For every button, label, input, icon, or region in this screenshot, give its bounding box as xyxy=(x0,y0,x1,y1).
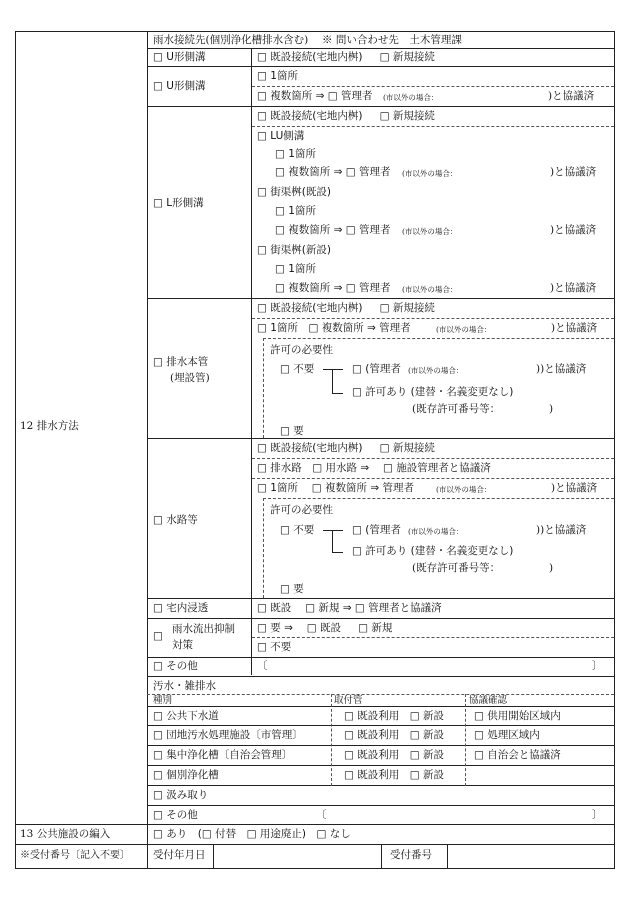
tree-h xyxy=(332,393,343,394)
col-sep-2 xyxy=(251,48,252,675)
vline xyxy=(213,844,214,869)
main-manager-end: ))と協議済 xyxy=(536,363,587,375)
frame-right xyxy=(614,31,615,869)
hline xyxy=(147,618,614,619)
l-lu-one[interactable]: □ 1箇所 xyxy=(275,148,316,160)
sewage-type-individual[interactable]: □ 個別浄化槽 xyxy=(153,769,219,781)
control-sublabel: 対策 xyxy=(172,639,193,651)
rain-other-close: 〕 xyxy=(592,660,603,672)
waterway-permit-yes[interactable]: □ 要 xyxy=(280,583,304,595)
frame-top xyxy=(15,31,615,32)
waterway-label[interactable]: □ 水路等 xyxy=(153,514,198,526)
main-existing-end: ) xyxy=(549,403,554,415)
hline xyxy=(147,765,614,766)
tree-h xyxy=(323,369,343,370)
main-permit-no[interactable]: □ 不要 xyxy=(280,363,315,375)
main-pipe-label[interactable]: □ 排水本管 xyxy=(153,356,209,368)
sewage-type-housing[interactable]: □ 団地汚水処理施設〔市管理〕 xyxy=(153,729,303,741)
u1-connection-options[interactable]: □ 既設接続(宅地内桝) □ 新規接続 xyxy=(257,51,435,63)
waterway-existing-number: (既存許可番号等： xyxy=(412,562,501,574)
sewage-title: 汚水・雑排水 xyxy=(153,680,216,692)
dashed xyxy=(252,637,614,638)
waterway-places-end: )と協議済 xyxy=(551,482,598,494)
infiltration-options[interactable]: □ 既設 □ 新規 ⇒ □ 管理者と協議済 xyxy=(257,602,442,614)
waterway-existing-end: ) xyxy=(549,562,554,574)
dashed xyxy=(252,458,614,459)
rain-header: 雨水接続先(個別浄化槽排水含む) ※ 問い合わせ先 土木管理課 xyxy=(153,34,462,46)
rain-other-label[interactable]: □ その他 xyxy=(153,660,198,672)
sewage-consult-housing[interactable]: □ 処理区域内 xyxy=(474,729,540,741)
hline xyxy=(147,745,614,746)
col-sep-1 xyxy=(147,31,148,869)
sewage-other-label[interactable]: □ その他 xyxy=(153,809,198,821)
sewage-header-consult: 協議確認 xyxy=(469,695,508,706)
hline xyxy=(147,706,614,707)
u2-multi-place[interactable]: □ 複数箇所 ⇒ □ 管理者 xyxy=(257,90,373,102)
sewage-type-central[interactable]: □ 集中浄化槽〔自治会管理〕 xyxy=(153,749,293,761)
main-manager[interactable]: □ (管理者 xyxy=(352,363,401,375)
sewage-type-pumpout[interactable]: □ 汲み取り xyxy=(153,789,209,801)
hline xyxy=(147,48,614,49)
u2-one-place[interactable]: □ 1箇所 xyxy=(257,70,298,82)
dashed xyxy=(263,498,614,499)
main-permit-yes[interactable]: □ 要 xyxy=(280,425,304,437)
l-nw-multi-end: )と協議済 xyxy=(550,282,597,294)
sewage-consult-central[interactable]: □ 自治会と協議済 xyxy=(474,749,561,761)
l-ex-multi-note: (市以外の場合： xyxy=(402,227,458,236)
main-places-note: (市以外の場合： xyxy=(436,325,492,334)
hline xyxy=(147,598,614,599)
receipt-date-label: 受付年月日 xyxy=(153,849,206,861)
waterway-places[interactable]: □ 1箇所 □ 複数箇所 ⇒ 管理者 xyxy=(257,482,415,494)
dashed xyxy=(263,498,264,598)
sewage-pipe-individual[interactable]: □ 既設利用 □ 新設 xyxy=(344,769,445,781)
public-facility-options[interactable]: □ あり (□ 付替 □ 用途廃止) □ なし xyxy=(153,828,351,840)
rain-other-open: 〔 xyxy=(257,660,268,672)
main-permit-title: 許可の必要性 xyxy=(270,344,333,356)
sewage-consult-public[interactable]: □ 供用開始区域内 xyxy=(474,710,561,722)
sewage-header-pipe: 取付管 xyxy=(334,695,363,706)
sewage-header-type: 種別 xyxy=(153,695,173,706)
waterway-places-note: (市以外の場合： xyxy=(436,485,492,494)
tree-h xyxy=(323,530,343,531)
receipt-number-label: 受付番号 xyxy=(390,849,432,861)
hline xyxy=(147,676,614,677)
vline xyxy=(381,844,382,869)
drain-method-label: 12 排水方法 xyxy=(20,420,79,432)
control-required[interactable]: □ 要 ⇒ □ 既設 □ 新規 xyxy=(257,622,393,634)
main-pipe-sublabel: (埋設管) xyxy=(170,372,210,384)
dashed xyxy=(147,694,614,695)
receipt-label: ※受付番号〔記入不要〕 xyxy=(20,850,130,861)
l-ex-one[interactable]: □ 1箇所 xyxy=(275,205,316,217)
main-manager-note: (市以外の場合： xyxy=(408,366,464,375)
dashed xyxy=(252,478,614,479)
l-checkbox-label[interactable]: □ L形側溝 xyxy=(153,197,204,209)
control-checkbox[interactable]: □ xyxy=(153,630,163,642)
l-ex-multi[interactable]: □ 複数箇所 ⇒ □ 管理者 xyxy=(275,224,391,236)
waterway-manager-end: ))と協議済 xyxy=(536,524,587,536)
dashed xyxy=(263,338,614,339)
l-lu-multi-end: )と協議済 xyxy=(550,166,597,178)
sewage-pipe-public[interactable]: □ 既設利用 □ 新設 xyxy=(344,710,445,722)
public-facility-label: 13 公共施設の編入 xyxy=(20,828,111,840)
l-lu-ditch[interactable]: □ LU側溝 xyxy=(257,130,305,142)
waterway-permit-allowed[interactable]: □ 許可あり (建替・名義変更なし) xyxy=(352,545,514,557)
hline xyxy=(147,725,614,726)
l-nw-multi[interactable]: □ 複数箇所 ⇒ □ 管理者 xyxy=(275,282,391,294)
l-lu-multi-note: (市以外の場合： xyxy=(402,169,458,178)
waterway-connection-options[interactable]: □ 既設接続(宅地内桝) □ 新規接続 xyxy=(257,442,435,454)
vline xyxy=(447,844,448,869)
frame-left xyxy=(15,31,16,869)
hline xyxy=(147,657,614,658)
sewage-other-open: 〔 xyxy=(316,809,327,821)
dashed xyxy=(252,86,614,87)
frame-bottom xyxy=(15,868,615,869)
infiltration-label[interactable]: □ 宅内浸透 xyxy=(153,602,209,614)
hline xyxy=(15,824,615,825)
hline xyxy=(147,106,614,107)
control-not-required[interactable]: □ 不要 xyxy=(257,641,292,653)
u2-multi-end: )と協議済 xyxy=(548,90,595,102)
hline xyxy=(147,805,614,806)
dashed xyxy=(465,694,466,786)
waterway-channel-options[interactable]: □ 排水路 □ 用水路 ⇒ □ 施設管理者と協議済 xyxy=(257,462,491,474)
main-places[interactable]: □ 1箇所 □ 複数箇所 ⇒ 管理者 xyxy=(257,322,411,334)
l-connection-options[interactable]: □ 既設接続(宅地内桝) □ 新規接続 xyxy=(257,110,435,122)
dashed xyxy=(252,318,614,319)
l-nw-multi-note: (市以外の場合： xyxy=(402,285,458,294)
waterway-manager-note: (市以外の場合： xyxy=(408,527,464,536)
l-nw-one[interactable]: □ 1箇所 xyxy=(275,263,316,275)
main-connection-options[interactable]: □ 既設接続(宅地内桝) □ 新規接続 xyxy=(257,302,435,314)
sewage-pipe-housing[interactable]: □ 既設利用 □ 新設 xyxy=(344,729,445,741)
u1-checkbox-label[interactable]: □ U形側溝 xyxy=(153,51,206,63)
dashed xyxy=(252,126,614,127)
sewage-pipe-central[interactable]: □ 既設利用 □ 新設 xyxy=(344,749,445,761)
l-gutter-existing[interactable]: □ 街渠桝(既設) xyxy=(257,186,331,198)
sewage-type-public[interactable]: □ 公共下水道 xyxy=(153,710,219,722)
control-label: 雨水流出抑制 xyxy=(172,623,235,635)
dashed xyxy=(263,338,264,438)
hline xyxy=(147,66,614,67)
waterway-permit-title: 許可の必要性 xyxy=(270,504,333,516)
u2-multi-note: (市以外の場合： xyxy=(383,93,439,102)
u2-checkbox-label[interactable]: □ U形側溝 xyxy=(153,80,206,92)
waterway-manager[interactable]: □ (管理者 xyxy=(352,524,401,536)
l-gutter-new[interactable]: □ 街渠桝(新設) xyxy=(257,244,331,256)
l-lu-multi[interactable]: □ 複数箇所 ⇒ □ 管理者 xyxy=(275,166,391,178)
sewage-other-close: 〕 xyxy=(592,809,603,821)
hline xyxy=(147,785,614,786)
tree-v xyxy=(332,369,333,393)
l-ex-multi-end: )と協議済 xyxy=(550,224,597,236)
waterway-permit-no[interactable]: □ 不要 xyxy=(280,524,315,536)
hline xyxy=(15,844,615,845)
hline xyxy=(147,298,614,299)
tree-h xyxy=(332,552,343,553)
dashed xyxy=(331,694,332,786)
main-existing-number: (既存許可番号等： xyxy=(412,403,501,415)
hline xyxy=(147,438,614,439)
main-places-end: )と協議済 xyxy=(551,322,598,334)
main-permit-allowed[interactable]: □ 許可あり (建替・名義変更なし) xyxy=(352,386,514,398)
tree-v xyxy=(332,530,333,552)
